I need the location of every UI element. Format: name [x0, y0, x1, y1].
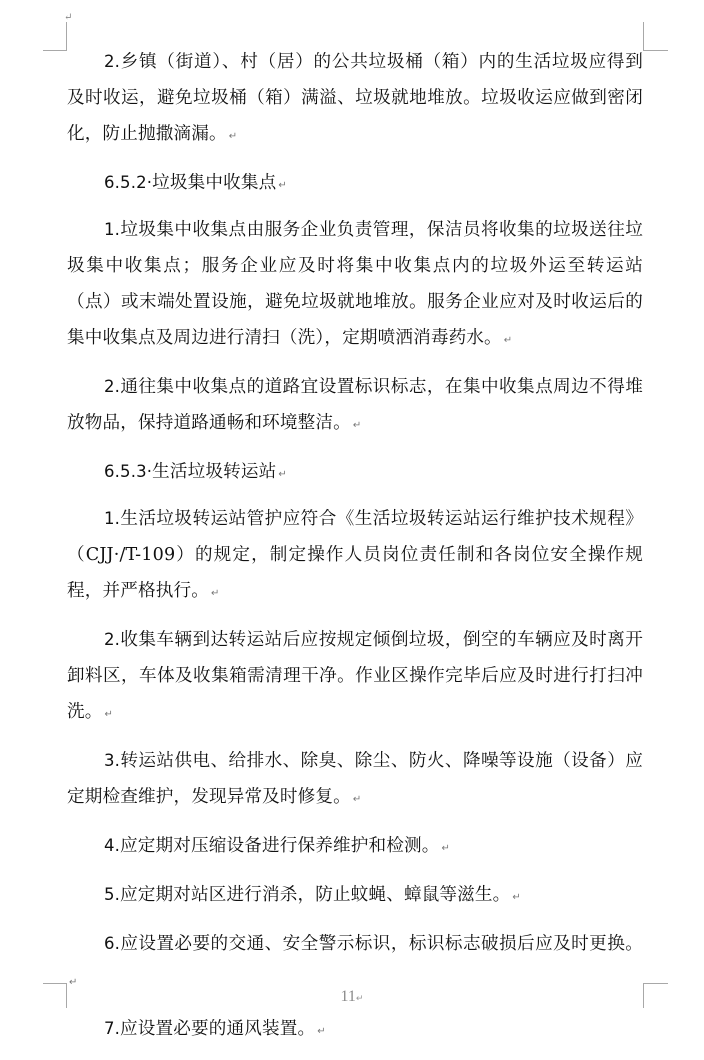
paragraph-mark-icon: ↵ [210, 588, 220, 599]
item-number: 7. [104, 1019, 121, 1038]
section-heading-6-5-3[interactable] [67, 454, 643, 493]
paragraph-text: 收集车辆到达转运站后应按规定倾倒垃圾，倒空的车辆应及时离开卸料区，车体及收集箱需清理干净。作业区操作完毕后应及时进行打扫冲洗。 [67, 630, 643, 722]
paragraph-mark-icon: ↵ [317, 1026, 326, 1037]
paragraph-mark-icon: ↵ [64, 12, 73, 23]
paragraph-mark-icon: ↵ [352, 420, 362, 431]
crop-mark-top-right-horizontal [643, 50, 668, 51]
paragraph-text: 生活垃圾转运站管护应符合《生活垃圾转运站运行维护技术规程》（CJJ·/T-109）的规定，制定操作人员岗位责任制和各岗位安全操作规程，并严格执行。 [67, 509, 643, 601]
paragraph-item[interactable] [67, 828, 643, 867]
paragraph-mark-icon: ↵ [69, 977, 78, 988]
item-number: 1. [104, 509, 121, 528]
item-number: 2. [104, 630, 121, 649]
paragraph-mark-icon: ↵ [441, 843, 450, 854]
paragraph-item[interactable] [67, 44, 643, 155]
paragraph-mark-icon: ↵ [512, 892, 521, 903]
paragraph-text: 应定期对站区进行消杀，防止蚊蝇、蟑鼠等滋生。 [120, 885, 511, 905]
item-number: 4. [104, 836, 121, 855]
paragraph-text: 应设置必要的通风装置。 [120, 1019, 316, 1039]
paragraph-item[interactable] [67, 1011, 643, 1050]
crop-mark-bottom-left-horizontal [43, 983, 67, 984]
paragraph-item[interactable] [67, 212, 643, 359]
paragraph-mark-icon: ↵ [355, 994, 364, 1004]
paragraph-text: 应设置必要的交通、安全警示标识，标识标志破损后应及时更换。 [120, 934, 643, 954]
page-number-footer [0, 988, 704, 1006]
item-number: 3. [104, 751, 121, 770]
section-heading-6-5-2[interactable] [67, 165, 643, 204]
paragraph-mark-icon: ↵ [352, 794, 362, 805]
item-number: 2. [104, 377, 121, 396]
paragraph-text: 乡镇（街道）、村（居）的公共垃圾桶（箱）内的生活垃圾应得到及时收运，避免垃圾桶（箱）满溢、垃圾就地堆放。垃圾收运应做到密闭化，防止抛撒滴漏。 [67, 52, 643, 144]
item-number: 6. [104, 934, 121, 953]
paragraph-item[interactable] [67, 877, 643, 916]
paragraph-item[interactable] [67, 622, 643, 733]
crop-mark-bottom-right-horizontal [643, 983, 668, 984]
paragraph-mark-icon: ↵ [228, 131, 238, 142]
paragraph-mark-icon: ↵ [104, 709, 114, 720]
paragraph-text: 垃圾集中收集点由服务企业负责管理，保洁员将收集的垃圾送往垃圾集中收集点；服务企业应及时将集中收集点内的垃圾外运至转运站（点）或末端处置设施，避免垃圾就地堆放。服务企业应对及时收运后的集中收集点及周边进行清扫（洗），定期喷洒消毒药水。 [67, 220, 643, 348]
section-number: 6.5.2· [104, 173, 153, 192]
paragraph-item[interactable] [67, 743, 643, 818]
paragraph-item[interactable] [67, 369, 643, 444]
paragraph-text: 转运站供电、给排水、除臭、除尘、防火、降噪等设施（设备）应定期检查维护，发现异常及时修复。 [67, 751, 643, 807]
paragraph-mark-icon: ↵ [278, 469, 287, 480]
paragraph-text: 应定期对压缩设备进行保养维护和检测。 [120, 836, 440, 856]
paragraph-text: 通往集中收集点的道路宜设置标识标志，在集中收集点周边不得堆放物品，保持道路通畅和环境整洁。 [67, 377, 643, 433]
page-number: 11 [340, 988, 356, 1005]
paragraph-item[interactable] [67, 501, 643, 612]
paragraph-mark-icon: ↵ [503, 335, 513, 346]
paragraph-mark-icon: ↵ [278, 180, 287, 191]
section-title: 垃圾集中收集点 [152, 173, 277, 193]
document-body[interactable] [67, 44, 643, 1060]
section-title: 生活垃圾转运站 [152, 462, 277, 482]
item-number: 2. [104, 52, 121, 71]
item-number: 1. [104, 220, 121, 239]
crop-mark-top-left-horizontal [43, 50, 67, 51]
section-number: 6.5.3· [104, 462, 153, 481]
crop-mark-top-right-vertical [643, 22, 644, 51]
item-number: 5. [104, 885, 121, 904]
